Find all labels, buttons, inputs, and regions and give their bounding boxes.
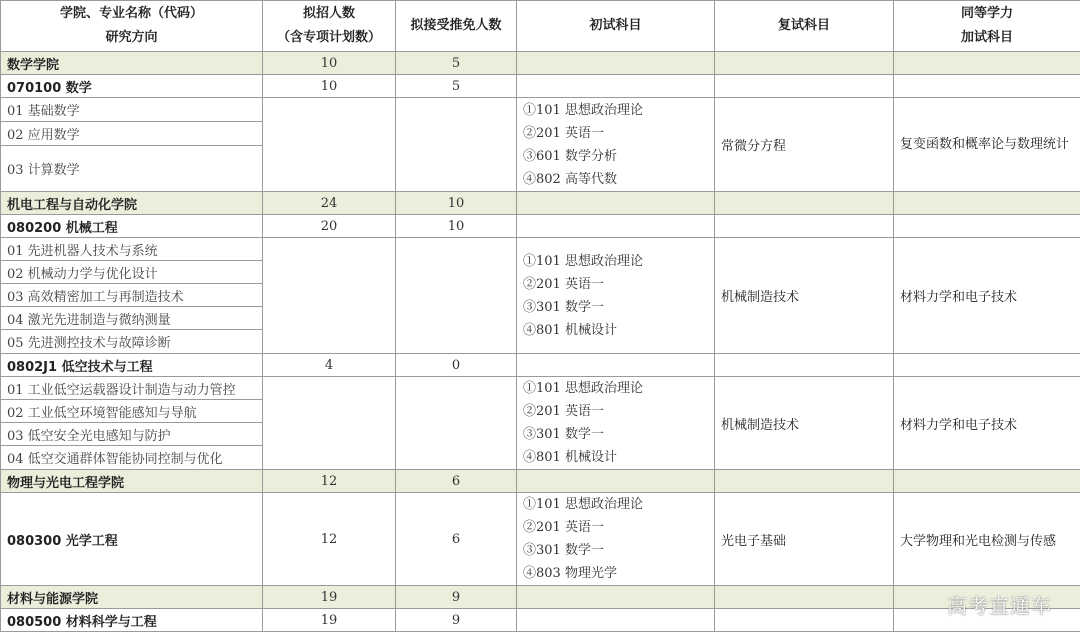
- major-plan: 12: [263, 493, 396, 586]
- direction-block: [1, 377, 1080, 470]
- direction-block: [1, 238, 1080, 354]
- major-row: [1, 609, 1080, 632]
- major-plan: 10: [263, 75, 396, 98]
- direction-item: 04 低空交通群体智能协同控制与优化: [7, 452, 223, 467]
- direction-item: 01 先进机器人技术与系统: [1, 238, 262, 261]
- college-name: 数学学院: [1, 52, 263, 75]
- prelim-subjects: ①101 思想政治理论 ②201 英语一 ③601 数学分析 ④802 高等代数: [517, 98, 715, 192]
- major-exempt: 10: [396, 215, 517, 238]
- major-name: 080300 光学工程: [1, 493, 263, 586]
- retest-subject: 机械制造技术: [715, 238, 894, 354]
- direction-list: [1, 377, 263, 470]
- watermark: 高考直通车: [947, 594, 1052, 618]
- prelim-subjects: ①101 思想政治理论 ②201 英语一 ③301 数学一 ④801 机械设计: [517, 238, 715, 354]
- direction-item: 02 工业低空环境智能感知与导航: [1, 400, 262, 423]
- major-row: [1, 215, 1080, 238]
- major-name: 080500 材料科学与工程: [1, 609, 263, 632]
- direction-item: 03 计算数学: [7, 163, 80, 178]
- college-name: 机电工程与自动化学院: [1, 192, 263, 215]
- header-exempt: 拟接受推免人数: [396, 1, 517, 52]
- college-exempt: 9: [396, 586, 517, 609]
- college-plan: 12: [263, 470, 396, 493]
- extra-subjects: 大学物理和光电检测与传感: [894, 493, 1080, 586]
- major-name: 070100 数学: [1, 75, 263, 98]
- direction-item: 05 先进测控技术与故障诊断: [7, 336, 171, 351]
- prelim-subjects: ①101 思想政治理论 ②201 英语一 ③301 数学一 ④801 机械设计: [517, 377, 715, 470]
- college-plan: 24: [263, 192, 396, 215]
- major-name: 080200 机械工程: [1, 215, 263, 238]
- header-row: [1, 1, 1080, 52]
- prelim-subjects: ①101 思想政治理论 ②201 英语一 ③301 数学一 ④803 物理光学: [517, 493, 715, 586]
- major-exempt: 5: [396, 75, 517, 98]
- direction-item: 02 应用数学: [1, 122, 262, 146]
- major-exempt: 9: [396, 609, 517, 632]
- extra-subjects: 复变函数和概率论与数理统计: [894, 98, 1080, 192]
- header-retest: 复试科目: [715, 1, 894, 52]
- major-row: [1, 354, 1080, 377]
- retest-subject: 光电子基础: [715, 493, 894, 586]
- college-plan: 10: [263, 52, 396, 75]
- college-exempt: 6: [396, 470, 517, 493]
- direction-item: 01 工业低空运载器设计制造与动力管控: [1, 377, 262, 400]
- extra-subjects: 材料力学和电子技术: [894, 377, 1080, 470]
- direction-item: 03 高效精密加工与再制造技术: [1, 284, 262, 307]
- college-row: [1, 192, 1080, 215]
- direction-item: 02 机械动力学与优化设计: [1, 261, 262, 284]
- major-plan: 4: [263, 354, 396, 377]
- direction-item: 04 激光先进制造与微纳测量: [1, 307, 262, 330]
- college-row: [1, 586, 1080, 609]
- major-plan: 19: [263, 609, 396, 632]
- header-extra: 同等学力 加试科目: [894, 1, 1080, 52]
- direction-list: [1, 98, 263, 192]
- college-name: 材料与能源学院: [1, 586, 263, 609]
- extra-subjects: 材料力学和电子技术: [894, 238, 1080, 354]
- college-exempt: 5: [396, 52, 517, 75]
- header-name: 学院、专业名称（代码） 研究方向: [1, 1, 263, 52]
- college-name: 物理与光电工程学院: [1, 470, 263, 493]
- major-exempt: 0: [396, 354, 517, 377]
- retest-subject: 常微分方程: [715, 98, 894, 192]
- college-exempt: 10: [396, 192, 517, 215]
- major-row: [1, 493, 1080, 586]
- college-plan: 19: [263, 586, 396, 609]
- direction-item: 01 基础数学: [1, 98, 262, 122]
- direction-block: [1, 98, 1080, 192]
- major-row: [1, 75, 1080, 98]
- major-name: 0802J1 低空技术与工程: [1, 354, 263, 377]
- header-prelim: 初试科目: [517, 1, 715, 52]
- direction-item: 03 低空安全光电感知与防护: [1, 423, 262, 446]
- retest-subject: 机械制造技术: [715, 377, 894, 470]
- college-row: [1, 470, 1080, 493]
- major-plan: 20: [263, 215, 396, 238]
- major-exempt: 6: [396, 493, 517, 586]
- header-plan: 拟招人数 （含专项计划数）: [263, 1, 396, 52]
- direction-list: [1, 238, 263, 354]
- college-row: [1, 52, 1080, 75]
